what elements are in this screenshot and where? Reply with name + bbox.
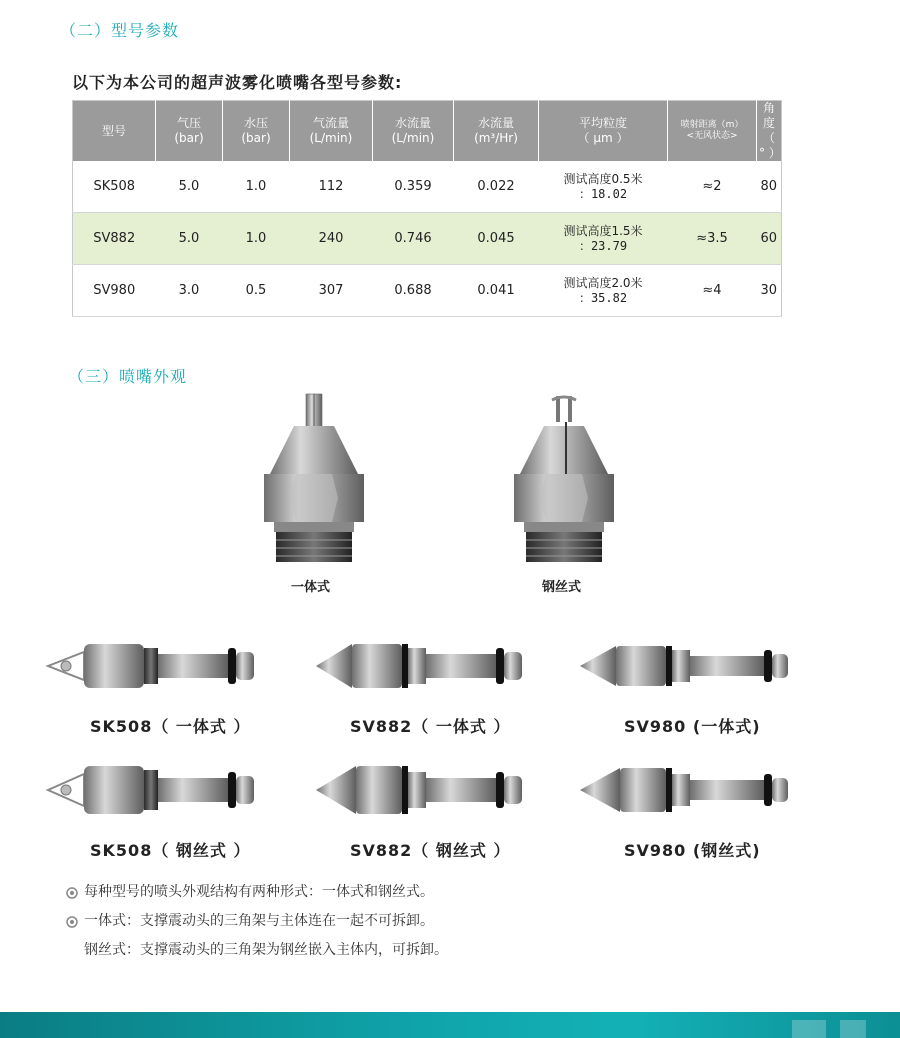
sk508-wire-label: SK508（ 钢丝式 ） [90,841,251,860]
th-air-pressure [156,101,223,162]
th-spray-distance [668,101,757,162]
size-height: 测试高度2.0米 [563,275,643,290]
th-unit: (bar) [241,131,271,145]
cell-water-flow-lmin: 0.359 [373,161,454,213]
table-intro: 以下为本公司的超声波雾化喷嘴各型号参数: [72,73,403,92]
size-height: 测试高度1.5米 [563,223,643,238]
sv980-integral-image [576,638,792,694]
section-title-appearance: （三）喷嘴外观 [68,367,188,386]
cell-distance: ≈2 [668,161,757,213]
sk508-integral-label: SK508（ 一体式 ） [90,717,251,736]
size-value: ：23.79 [578,238,628,253]
th-unit: （ ° ） [759,131,781,160]
th-water-flow-lmin [373,101,454,162]
note-text: 钢丝式：支撑震动头的三角架为钢丝嵌入主体内，可拆卸。 [84,942,448,958]
th-label: 水流量 [477,116,514,130]
sv980-integral-label: SV980 (一体式) [624,717,761,736]
cell-water-flow-m3: 0.041 [454,265,539,317]
sv882-integral-label: SV882（ 一体式 ） [350,717,511,736]
table-header-row [73,101,782,162]
note-item [66,878,448,907]
sv980-wire-label: SV980 (钢丝式) [624,841,761,860]
cell-air-pressure: 5.0 [156,213,223,265]
sv980-wire-image [576,760,792,820]
th-label: 气压 [176,116,201,130]
cell-air-flow: 112 [290,161,373,213]
sk508-wire-image [44,760,260,820]
footer-decoration [792,1020,826,1038]
th-label: 水流量 [394,116,431,130]
th-particle-size [539,101,668,162]
cell-water-flow-m3: 0.045 [454,213,539,265]
size-value: ：18.02 [578,186,628,201]
th-water-pressure [223,101,290,162]
cell-water-pressure: 1.0 [223,161,290,213]
th-angle [757,101,782,162]
th-model [73,101,156,162]
cell-distance: ≈3.5 [668,213,757,265]
cell-water-flow-lmin: 0.746 [373,213,454,265]
circle-bullet-icon [66,887,78,899]
size-value: ：35.82 [578,290,628,305]
circle-bullet-icon [66,916,78,928]
section-title-model-params: （二）型号参数 [60,21,180,40]
wire-caption: 钢丝式 [542,580,582,595]
table-row [73,213,782,265]
cell-model: SK508 [73,161,156,213]
cell-particle-size [539,213,668,265]
cell-particle-size [539,265,668,317]
th-unit: (bar) [174,131,204,145]
cell-air-pressure: 5.0 [156,161,223,213]
th-label: 气流量 [312,116,349,130]
cell-angle: 80 [757,161,782,213]
footer-decoration [840,1020,866,1038]
cell-angle: 60 [757,213,782,265]
cell-water-pressure: 1.0 [223,213,290,265]
th-label: 喷射距离（m） [680,120,744,130]
cell-air-pressure: 3.0 [156,265,223,317]
cell-model: SV882 [73,213,156,265]
size-height: 测试高度0.5米 [563,171,643,186]
th-unit: （ μm ） [577,131,629,145]
th-label: 水压 [243,116,268,130]
th-label: 型号 [101,123,126,138]
th-water-flow-m3 [454,101,539,162]
note-item [66,936,448,965]
table-row [73,161,782,213]
integral-nozzle-image [258,392,370,572]
cell-water-flow-lmin: 0.688 [373,265,454,317]
th-unit: (m³/Hr) [474,131,518,145]
cell-model: SV980 [73,265,156,317]
sv882-integral-image [312,638,528,694]
cell-water-pressure: 0.5 [223,265,290,317]
note-item [66,907,448,936]
th-air-flow [290,101,373,162]
footer-bar [0,1012,900,1038]
th-unit: (L/min) [309,131,353,145]
cell-water-flow-m3: 0.022 [454,161,539,213]
note-text: 每种型号的喷头外观结构有两种形式：一体式和钢丝式。 [84,884,434,900]
cell-air-flow: 240 [290,213,373,265]
th-label: 平均粒度 [578,116,627,130]
note-text: 一体式：支撑震动头的三角架与主体连在一起不可拆卸。 [84,913,434,929]
table-row [73,265,782,317]
cell-angle: 30 [757,265,782,317]
spec-table [72,100,782,317]
integral-caption: 一体式 [291,580,331,595]
sv882-wire-image [312,760,528,820]
th-unit: <无风状态> [686,131,738,141]
th-label: 角度 [762,101,775,130]
sv882-wire-label: SV882（ 钢丝式 ） [350,841,511,860]
cell-air-flow: 307 [290,265,373,317]
cell-distance: ≈4 [668,265,757,317]
sk508-integral-image [44,638,260,694]
cell-particle-size [539,161,668,213]
th-unit: (L/min) [391,131,435,145]
notes [66,878,448,965]
wire-nozzle-image [508,392,620,572]
